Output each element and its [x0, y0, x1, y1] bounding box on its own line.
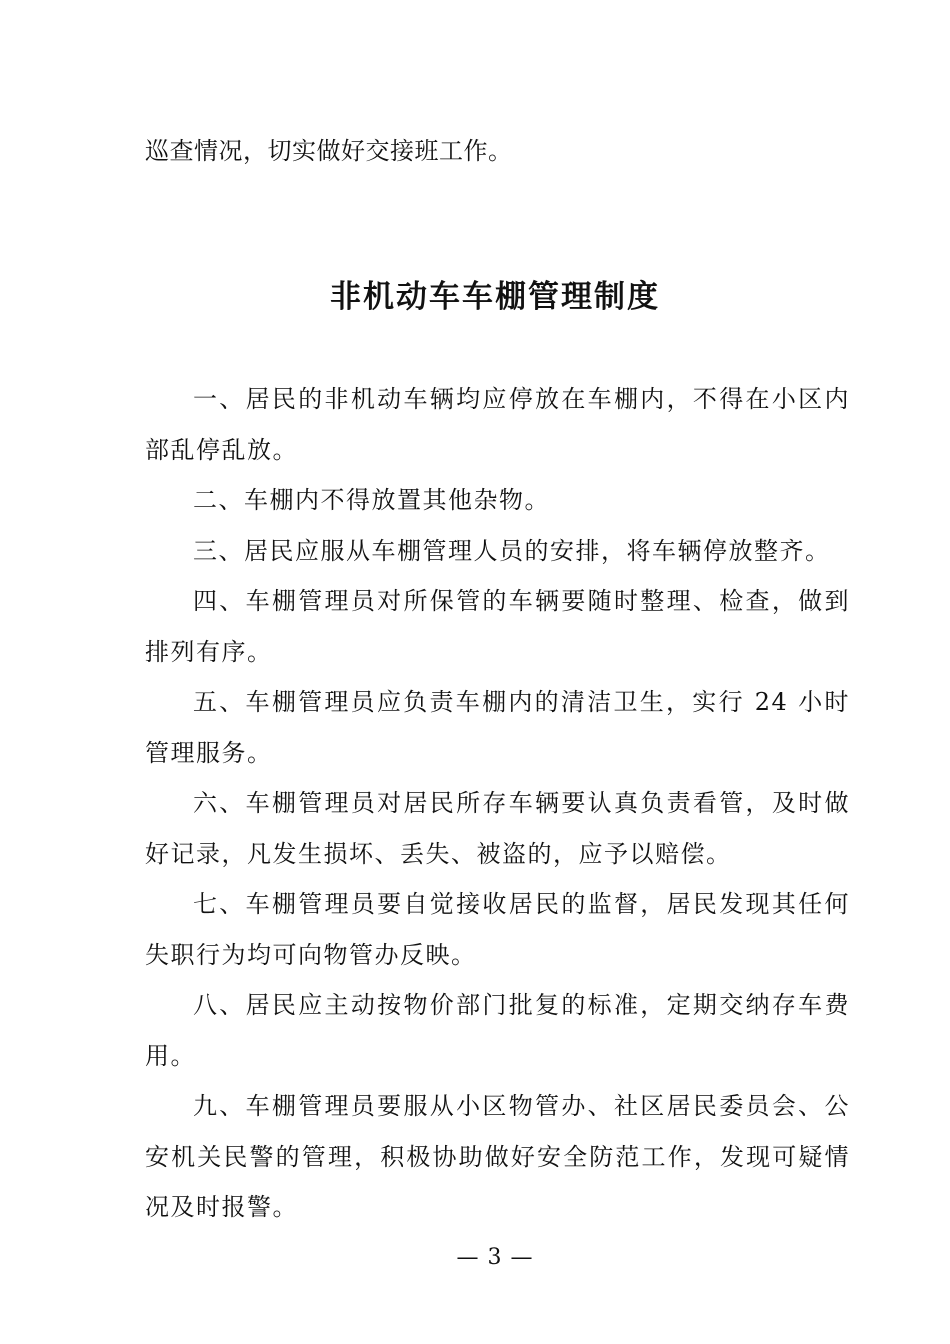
regulation-item-7: 七、车棚管理员要自觉接收居民的监督，居民发现其任何失职行为均可向物管办反映。	[145, 890, 850, 969]
regulation-body	[145, 374, 850, 1233]
regulation-item-1: 一、居民的非机动车辆均应停放在车棚内，不得在小区内部乱停乱放。	[145, 385, 850, 464]
regulation-item-9: 九、车棚管理员要服从小区物管办、社区居民委员会、公安机关民警的管理，积极协助做好安全防范工作，发现可疑情况及时报警。	[145, 1092, 850, 1221]
regulation-item-2: 二、车棚内不得放置其他杂物。	[193, 486, 550, 514]
regulation-item-8: 八、居民应主动按物价部门批复的标准，定期交纳存车费用。	[145, 991, 850, 1070]
page-number: — 3 —	[456, 1245, 534, 1270]
continuation-text: 巡查情况，切实做好交接班工作。	[145, 137, 513, 165]
regulation-item-6: 六、车棚管理员对居民所存车辆要认真负责看管，及时做好记录，凡发生损坏、丢失、被盗的，应予以赔偿。	[145, 789, 850, 868]
regulation-item-3: 三、居民应服从车棚管理人员的安排，将车辆停放整齐。	[193, 536, 831, 565]
regulation-item-5: 五、车棚管理员应负责车棚内的清洁卫生，实行 24 小时管理服务。	[145, 688, 850, 767]
regulation-item-4: 四、车棚管理员对所保管的车辆要随时整理、检查，做到排列有序。	[145, 587, 850, 666]
document-title: 非机动车车棚管理制度	[330, 279, 660, 315]
